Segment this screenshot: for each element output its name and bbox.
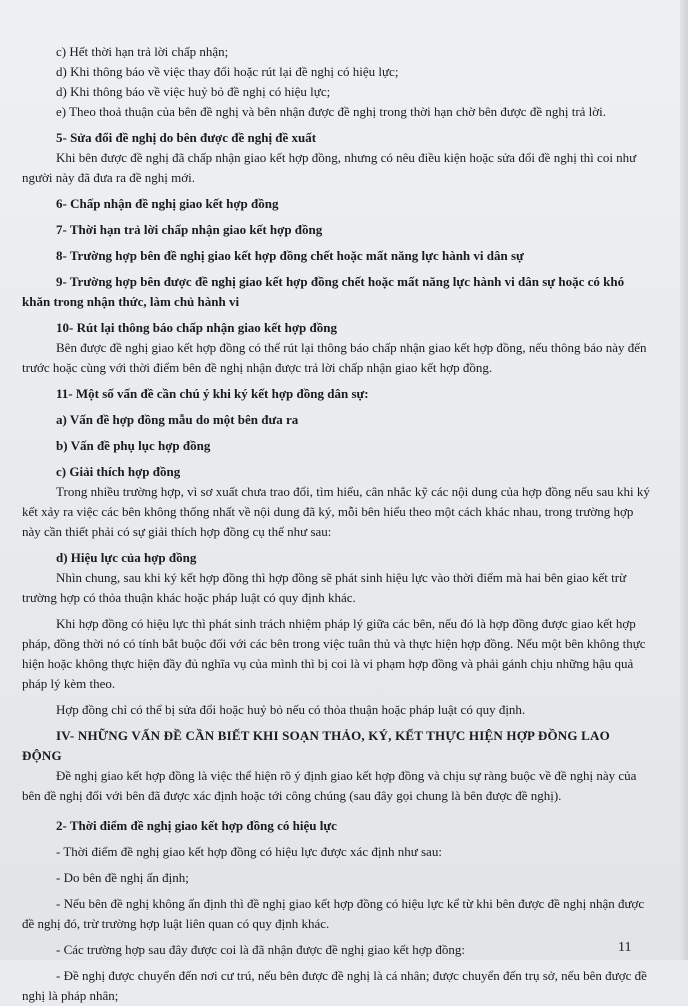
paragraph: Hợp đồng chỉ có thể bị sửa đổi hoặc huỷ bỏ nếu có thỏa thuận hoặc pháp luật có quy định.: [56, 702, 526, 717]
paragraph: d) Khi thông báo về việc huỷ bỏ đề nghị có hiệu lực;: [56, 84, 331, 99]
paragraph: - Các trường hợp sau đây được coi là đã nhận được đề nghị giao kết hợp đồng:: [56, 942, 465, 957]
paragraph: - Đề nghị được chuyển đến nơi cư trú, nếu bên được đề nghị là cá nhân; được chuyển đến trụ sở, nếu bên được đề nghị là pháp nhân;: [22, 968, 647, 1003]
section-heading: d) Hiệu lực của hợp đồng: [56, 550, 197, 565]
paragraph: c) Hết thời hạn trả lời chấp nhận;: [56, 44, 229, 59]
section-heading: 9- Trường hợp bên được đề nghị giao kết hợp đồng chết hoặc mất năng lực hành vi dân sự hoặc có khó khăn trong nhận thức, làm chủ hành vi: [22, 274, 625, 309]
section-heading: 11- Một số vấn đề cần chú ý khi ký kết hợp đồng dân sự:: [56, 386, 369, 401]
paragraph: e) Theo thoả thuận của bên đề nghị và bên nhận được đề nghị trong thời hạn chờ bên được đề nghị trả lời.: [56, 104, 607, 119]
page-edge-shadow: [680, 0, 688, 960]
section-heading: c) Giải thích hợp đồng: [56, 464, 181, 479]
paragraph: Nhìn chung, sau khi ký kết hợp đồng thì hợp đồng sẽ phát sinh hiệu lực vào thời điểm mà hai bên giao kết trừ trường hợp có thỏa thuận khác hoặc pháp luật có quy định khác.: [22, 570, 627, 605]
paragraph: - Do bên đề nghị ấn định;: [56, 870, 189, 885]
section-heading: 8- Trường hợp bên đề nghị giao kết hợp đồng chết hoặc mất năng lực hành vi dân sự: [56, 248, 524, 263]
section-heading: 10- Rút lại thông báo chấp nhận giao kết hợp đồng: [56, 320, 337, 335]
page-body: [22, 42, 652, 1006]
paragraph: - Thời điểm đề nghị giao kết hợp đồng có hiệu lực được xác định như sau:: [56, 844, 442, 859]
paragraph: d) Khi thông báo về việc thay đổi hoặc rút lại đề nghị có hiệu lực;: [56, 64, 399, 79]
paragraph: Khi hợp đồng có hiệu lực thì phát sinh trách nhiệm pháp lý giữa các bên, nếu đó là hợp đồng được giao kết hợp pháp, đồng thời nó có tính bắt buộc đối với các bên trong việc tuân thủ và thực hiện hợp đồng. Nếu một bên không thực hiện hoặc không thực hiện đầy đủ nghĩa vụ của mình thì bị coi là vi phạm hợp đồng và phải gánh chịu những hậu quả pháp lý kèm theo.: [22, 616, 646, 691]
section-heading: 2- Thời điểm đề nghị giao kết hợp đồng có hiệu lực: [56, 818, 337, 833]
section-heading: b) Vấn đề phụ lục hợp đồng: [56, 438, 211, 453]
paragraph: Đề nghị giao kết hợp đồng là việc thể hiện rõ ý định giao kết hợp đồng và chịu sự ràng buộc về đề nghị này của bên đề nghị đối với bên đã được xác định hoặc tới công chúng (sau đây gọi chung là bên được đề nghị).: [22, 768, 637, 803]
paragraph: Bên được đề nghị giao kết hợp đồng có thể rút lại thông báo chấp nhận giao kết hợp đồng, nếu thông báo này đến trước hoặc cùng với thời điểm bên đề nghị nhận được trả lời chấp nhận giao kết hợp đồng.: [22, 340, 647, 375]
paragraph: Khi bên được đề nghị đã chấp nhận giao kết hợp đồng, nhưng có nêu điều kiện hoặc sửa đổi đề nghị thì coi như người này đã đưa ra đề nghị mới.: [22, 150, 637, 185]
section-heading: 7- Thời hạn trả lời chấp nhận giao kết hợp đồng: [56, 222, 323, 237]
section-heading: 5- Sửa đổi đề nghị do bên được đề nghị đề xuất: [56, 130, 317, 145]
section-heading: 6- Chấp nhận đề nghị giao kết hợp đồng: [56, 196, 279, 211]
section-heading: IV- NHỮNG VẤN ĐỀ CẦN BIẾT KHI SOẠN THẢO, KÝ, KẾT THỰC HIỆN HỢP ĐỒNG LAO ĐỘNG: [22, 728, 610, 763]
paragraph: Trong nhiều trường hợp, vì sơ xuất chưa trao đổi, tìm hiểu, cân nhắc kỹ các nội dung của hợp đồng nếu sau khi ký kết xảy ra việc các bên không thống nhất về nội dung đã ký, mỗi bên hiểu theo một cách khác nhau, trong trường hợp này cần thiết phải có sự giải thích hợp đồng cụ thể như sau:: [22, 484, 650, 539]
paragraph: - Nếu bên đề nghị không ấn định thì đề nghị giao kết hợp đồng có hiệu lực kể từ khi bên được đề nghị nhận được đề nghị đó, trừ trường hợp luật liên quan có quy định khác.: [22, 896, 645, 931]
page-number: 11: [618, 940, 632, 955]
section-heading: a) Vấn đề hợp đồng mẫu do một bên đưa ra: [56, 412, 299, 427]
